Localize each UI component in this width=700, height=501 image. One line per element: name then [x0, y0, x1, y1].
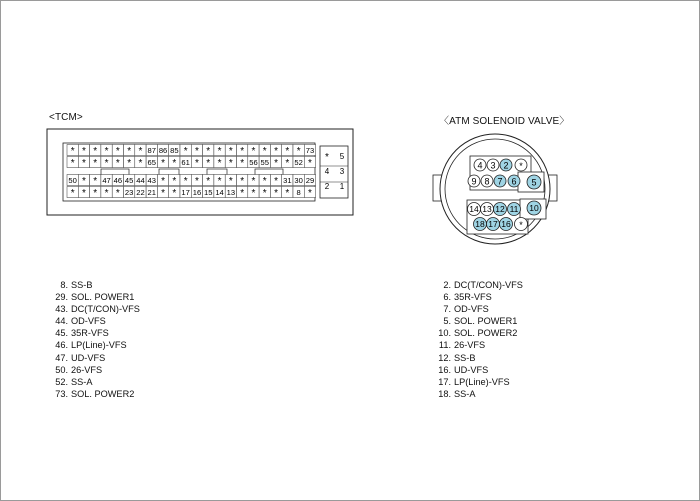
atm-pin-10 [527, 201, 541, 215]
atm-pin-14 [468, 203, 481, 216]
svg-text:14: 14 [469, 204, 479, 214]
atm-list-row [417, 339, 523, 351]
svg-text:9: 9 [471, 176, 477, 187]
tcm-list-row [34, 327, 140, 339]
tcm-pin-empty: * [172, 188, 177, 199]
atm-list-pin-function: SOL. POWER1 [454, 316, 518, 327]
tcm-pin-empty: * [262, 188, 267, 199]
tcm-pin-22: 22 [136, 188, 145, 197]
svg-text:*: * [519, 220, 523, 230]
tcm-list-pin-function: SS-A [71, 376, 93, 387]
atm-list-pin-function: LP(Line)-VFS [454, 376, 510, 387]
tcm-pin-empty: * [251, 176, 256, 187]
tcm-pin-47: 47 [102, 176, 111, 185]
tcm-pin-empty: * [251, 146, 256, 157]
tcm-list-row [34, 315, 140, 327]
atm-list-pin-number: 5. [443, 316, 451, 327]
tcm-pin-empty: * [172, 158, 177, 169]
atm-list-pin-function: UD-VFS [454, 364, 489, 375]
tcm-list-pin-number: 8. [60, 280, 68, 290]
tcm-list-pin-function: SOL. POWER1 [71, 292, 135, 303]
tcm-pin-empty: * [262, 146, 267, 157]
atm-list-row [417, 352, 523, 364]
svg-text:13: 13 [482, 204, 492, 214]
tcm-pin-empty: * [217, 176, 222, 187]
atm-list-row [417, 291, 523, 303]
tcm-pin-empty: * [81, 176, 86, 187]
tcm-side-pin-5: 5 [339, 152, 345, 161]
atm-list-pin-number: 6. [443, 292, 451, 303]
tcm-list-pin-number: 52. [55, 376, 68, 387]
tcm-side-pin-3: 3 [339, 167, 345, 176]
tcm-pin-empty: * [285, 146, 290, 157]
atm-list-pin-number: 17. [438, 376, 451, 387]
atm-list-row [417, 315, 523, 327]
tcm-pin-empty: * [262, 176, 267, 187]
tcm-list-row [34, 279, 140, 291]
svg-text:16: 16 [501, 219, 511, 229]
tcm-pin-empty: * [138, 158, 143, 169]
tcm-pin-empty: * [70, 188, 75, 199]
tcm-pin-empty: * [194, 158, 199, 169]
tcm-pin-empty: * [161, 188, 166, 199]
tcm-pin-empty: * [81, 188, 86, 199]
svg-text:17: 17 [488, 219, 498, 229]
tcm-pin-14: 14 [215, 188, 224, 197]
tcm-list-row [34, 339, 140, 351]
atm-pin-2 [500, 159, 512, 171]
tcm-side-pin-empty: * [325, 152, 329, 163]
tcm-pin-empty: * [217, 146, 222, 157]
tcm-pin-empty: * [93, 158, 98, 169]
atm-pin-16 [500, 218, 513, 231]
tcm-pin-44: 44 [136, 176, 145, 185]
atm-pin-8 [481, 175, 493, 187]
atm-list-pin-function: 35R-VFS [454, 292, 492, 303]
tcm-pin-empty: * [70, 158, 75, 169]
tcm-pin-31: 31 [283, 176, 292, 185]
atm-pin-list [417, 279, 523, 400]
tcm-pin-16: 16 [192, 188, 202, 197]
svg-text:2: 2 [503, 160, 509, 171]
tcm-pin-empty: * [172, 176, 177, 187]
tcm-pin-empty: * [115, 158, 120, 169]
atm-list-pin-function: OD-VFS [454, 304, 489, 315]
tcm-pin-empty: * [161, 158, 166, 169]
tcm-pin-15: 15 [204, 188, 213, 197]
atm-list-pin-function: SS-A [454, 388, 476, 399]
tcm-pin-empty: * [274, 188, 279, 199]
tcm-pin-empty: * [296, 146, 301, 157]
tcm-list-pin-number: 50. [55, 364, 68, 375]
tcm-list-pin-number: 46. [55, 340, 68, 351]
atm-list-pin-number: 10. [438, 328, 451, 339]
tcm-pin-50: 50 [68, 176, 77, 185]
tcm-pin-empty: * [81, 146, 86, 157]
svg-text:10: 10 [529, 203, 539, 213]
tcm-pin-empty: * [206, 146, 211, 157]
atm-list-pin-number: 7. [443, 304, 451, 315]
svg-text:3: 3 [490, 160, 496, 171]
tcm-pin-17: 17 [181, 188, 190, 197]
svg-text:4: 4 [477, 160, 483, 171]
tcm-pin-empty: * [81, 158, 86, 169]
tcm-list-pin-number: 43. [55, 304, 68, 315]
atm-pin-empty-bottom [515, 218, 528, 231]
tcm-pin-85: 85 [170, 146, 179, 155]
tcm-pin-empty: * [104, 158, 109, 169]
atm-list-row [417, 364, 523, 376]
tcm-list-row [34, 388, 140, 400]
tcm-list-pin-number: 29. [55, 292, 68, 303]
svg-text:*: * [519, 161, 523, 171]
tcm-pin-empty: * [93, 146, 98, 157]
atm-pin-5 [527, 175, 541, 189]
atm-list-pin-number: 2. [443, 280, 451, 290]
tcm-list-pin-function: OD-VFS [71, 316, 106, 327]
atm-pin-7 [494, 175, 506, 187]
tcm-list-row [34, 303, 140, 315]
atm-pin-9 [468, 175, 480, 187]
tcm-pin-empty: * [228, 146, 233, 157]
tcm-pin-empty: * [206, 158, 211, 169]
tcm-key-notch [255, 169, 283, 175]
atm-list-pin-function: 26-VFS [454, 340, 486, 351]
tcm-side-pin-1: 1 [339, 182, 345, 191]
tcm-pin-empty: * [240, 188, 245, 199]
svg-text:8: 8 [484, 176, 490, 187]
tcm-pin-61: 61 [181, 158, 190, 167]
tcm-pin-empty: * [104, 188, 109, 199]
tcm-pin-29: 29 [305, 176, 315, 185]
tcm-title: <TCM> [49, 112, 83, 123]
atm-list-pin-number: 12. [438, 352, 451, 363]
atm-list-row [417, 303, 523, 315]
tcm-pin-empty: * [93, 176, 98, 187]
tcm-pin-empty: * [183, 146, 188, 157]
tcm-key-notch [159, 169, 179, 175]
atm-pin-4 [474, 159, 486, 171]
tcm-pin-empty: * [206, 176, 211, 187]
tcm-pin-empty: * [285, 188, 290, 199]
tcm-pin-87: 87 [147, 146, 156, 155]
tcm-pin-list [34, 279, 140, 400]
tcm-pin-empty: * [240, 176, 245, 187]
atm-pin-6 [508, 175, 520, 187]
tcm-pin-86: 86 [158, 146, 168, 155]
tcm-pin-8: 8 [296, 188, 301, 197]
tcm-list-pin-number: 44. [55, 316, 68, 327]
tcm-pin-empty: * [127, 146, 132, 157]
tcm-list-row [34, 364, 140, 376]
tcm-pin-empty: * [93, 188, 98, 199]
svg-text:11: 11 [509, 204, 519, 214]
atm-list-pin-function: SOL. POWER2 [454, 328, 518, 339]
svg-text:5: 5 [531, 177, 537, 188]
tcm-list-pin-function: 35R-VFS [71, 328, 109, 339]
tcm-list-pin-function: UD-VFS [71, 352, 106, 363]
atm-pin-17 [487, 218, 500, 231]
atm-list-pin-number: 11. [438, 340, 451, 351]
tcm-pin-30: 30 [294, 176, 303, 185]
tcm-list-row [34, 376, 140, 388]
tcm-list-pin-function: DC(T/CON)-VFS [71, 304, 140, 315]
atm-pin-12 [494, 203, 507, 216]
tcm-pin-45: 45 [124, 176, 134, 185]
tcm-pin-52: 52 [294, 158, 303, 167]
atm-list-pin-function: DC(T/CON)-VFS [454, 280, 523, 290]
tcm-pin-empty: * [251, 188, 256, 199]
tcm-list-pin-function: SS-B [71, 280, 93, 290]
tcm-list-row [34, 291, 140, 303]
tcm-key-notch [207, 169, 227, 175]
atm-pin-3 [487, 159, 499, 171]
atm-list-pin-number: 16. [438, 364, 451, 375]
tcm-pin-56: 56 [249, 158, 258, 167]
tcm-pin-empty: * [138, 146, 143, 157]
tcm-pin-empty: * [70, 146, 75, 157]
tcm-pin-43: 43 [147, 176, 156, 185]
tcm-pin-13: 13 [226, 188, 236, 197]
svg-text:18: 18 [475, 219, 485, 229]
svg-text:6: 6 [511, 176, 517, 187]
tcm-pin-65: 65 [147, 158, 156, 167]
tcm-pin-23: 23 [124, 188, 134, 197]
svg-text:12: 12 [495, 204, 505, 214]
tcm-side-pin-2: 2 [324, 182, 330, 191]
tcm-list-pin-function: 26-VFS [71, 364, 103, 375]
tcm-list-pin-number: 47. [55, 352, 68, 363]
tcm-pin-empty: * [228, 158, 233, 169]
tcm-pin-empty: * [274, 158, 279, 169]
tcm-pin-empty: * [115, 188, 120, 199]
tcm-connector-diagram [46, 128, 356, 218]
tcm-pin-21: 21 [147, 188, 156, 197]
tcm-pin-empty: * [104, 146, 109, 157]
atm-list-row [417, 376, 523, 388]
tcm-pin-empty: * [228, 176, 233, 187]
tcm-pin-empty: * [127, 158, 132, 169]
tcm-pin-55: 55 [260, 158, 269, 167]
tcm-list-pin-function: SOL. POWER2 [71, 388, 135, 399]
tcm-pin-empty: * [285, 158, 290, 169]
atm-pin-18 [474, 218, 487, 231]
tcm-pin-empty: * [183, 176, 188, 187]
tcm-pin-73: 73 [305, 146, 315, 155]
tcm-side-pin-4: 4 [324, 167, 330, 176]
atm-connector-diagram [430, 123, 560, 248]
atm-pin-13 [481, 203, 494, 216]
atm-pin-empty-top [515, 159, 527, 171]
tcm-pin-empty: * [217, 158, 222, 169]
svg-text:7: 7 [497, 176, 503, 187]
atm-list-row [417, 388, 523, 400]
tcm-list-pin-number: 45. [55, 328, 68, 339]
tcm-pin-empty: * [194, 176, 199, 187]
tcm-key-notch [101, 169, 129, 175]
tcm-list-pin-number: 73. [55, 388, 68, 399]
tcm-pin-empty: * [194, 146, 199, 157]
tcm-pin-empty: * [307, 158, 312, 169]
tcm-pin-empty: * [307, 188, 312, 199]
tcm-list-row [34, 352, 140, 364]
tcm-pin-empty: * [161, 176, 166, 187]
atm-list-pin-number: 18. [438, 388, 451, 399]
tcm-pin-empty: * [115, 146, 120, 157]
tcm-pin-empty: * [274, 146, 279, 157]
atm-list-pin-function: SS-B [454, 352, 476, 363]
atm-title: 〈ATM SOLENOID VALVE〉 [439, 116, 570, 127]
tcm-pin-empty: * [240, 146, 245, 157]
tcm-pin-empty: * [274, 176, 279, 187]
tcm-pin-empty: * [240, 158, 245, 169]
atm-list-row [417, 279, 523, 291]
tcm-pin-46: 46 [113, 176, 123, 185]
tcm-list-pin-function: LP(Line)-VFS [71, 340, 127, 351]
atm-pin-11 [508, 203, 521, 216]
atm-list-row [417, 327, 523, 339]
